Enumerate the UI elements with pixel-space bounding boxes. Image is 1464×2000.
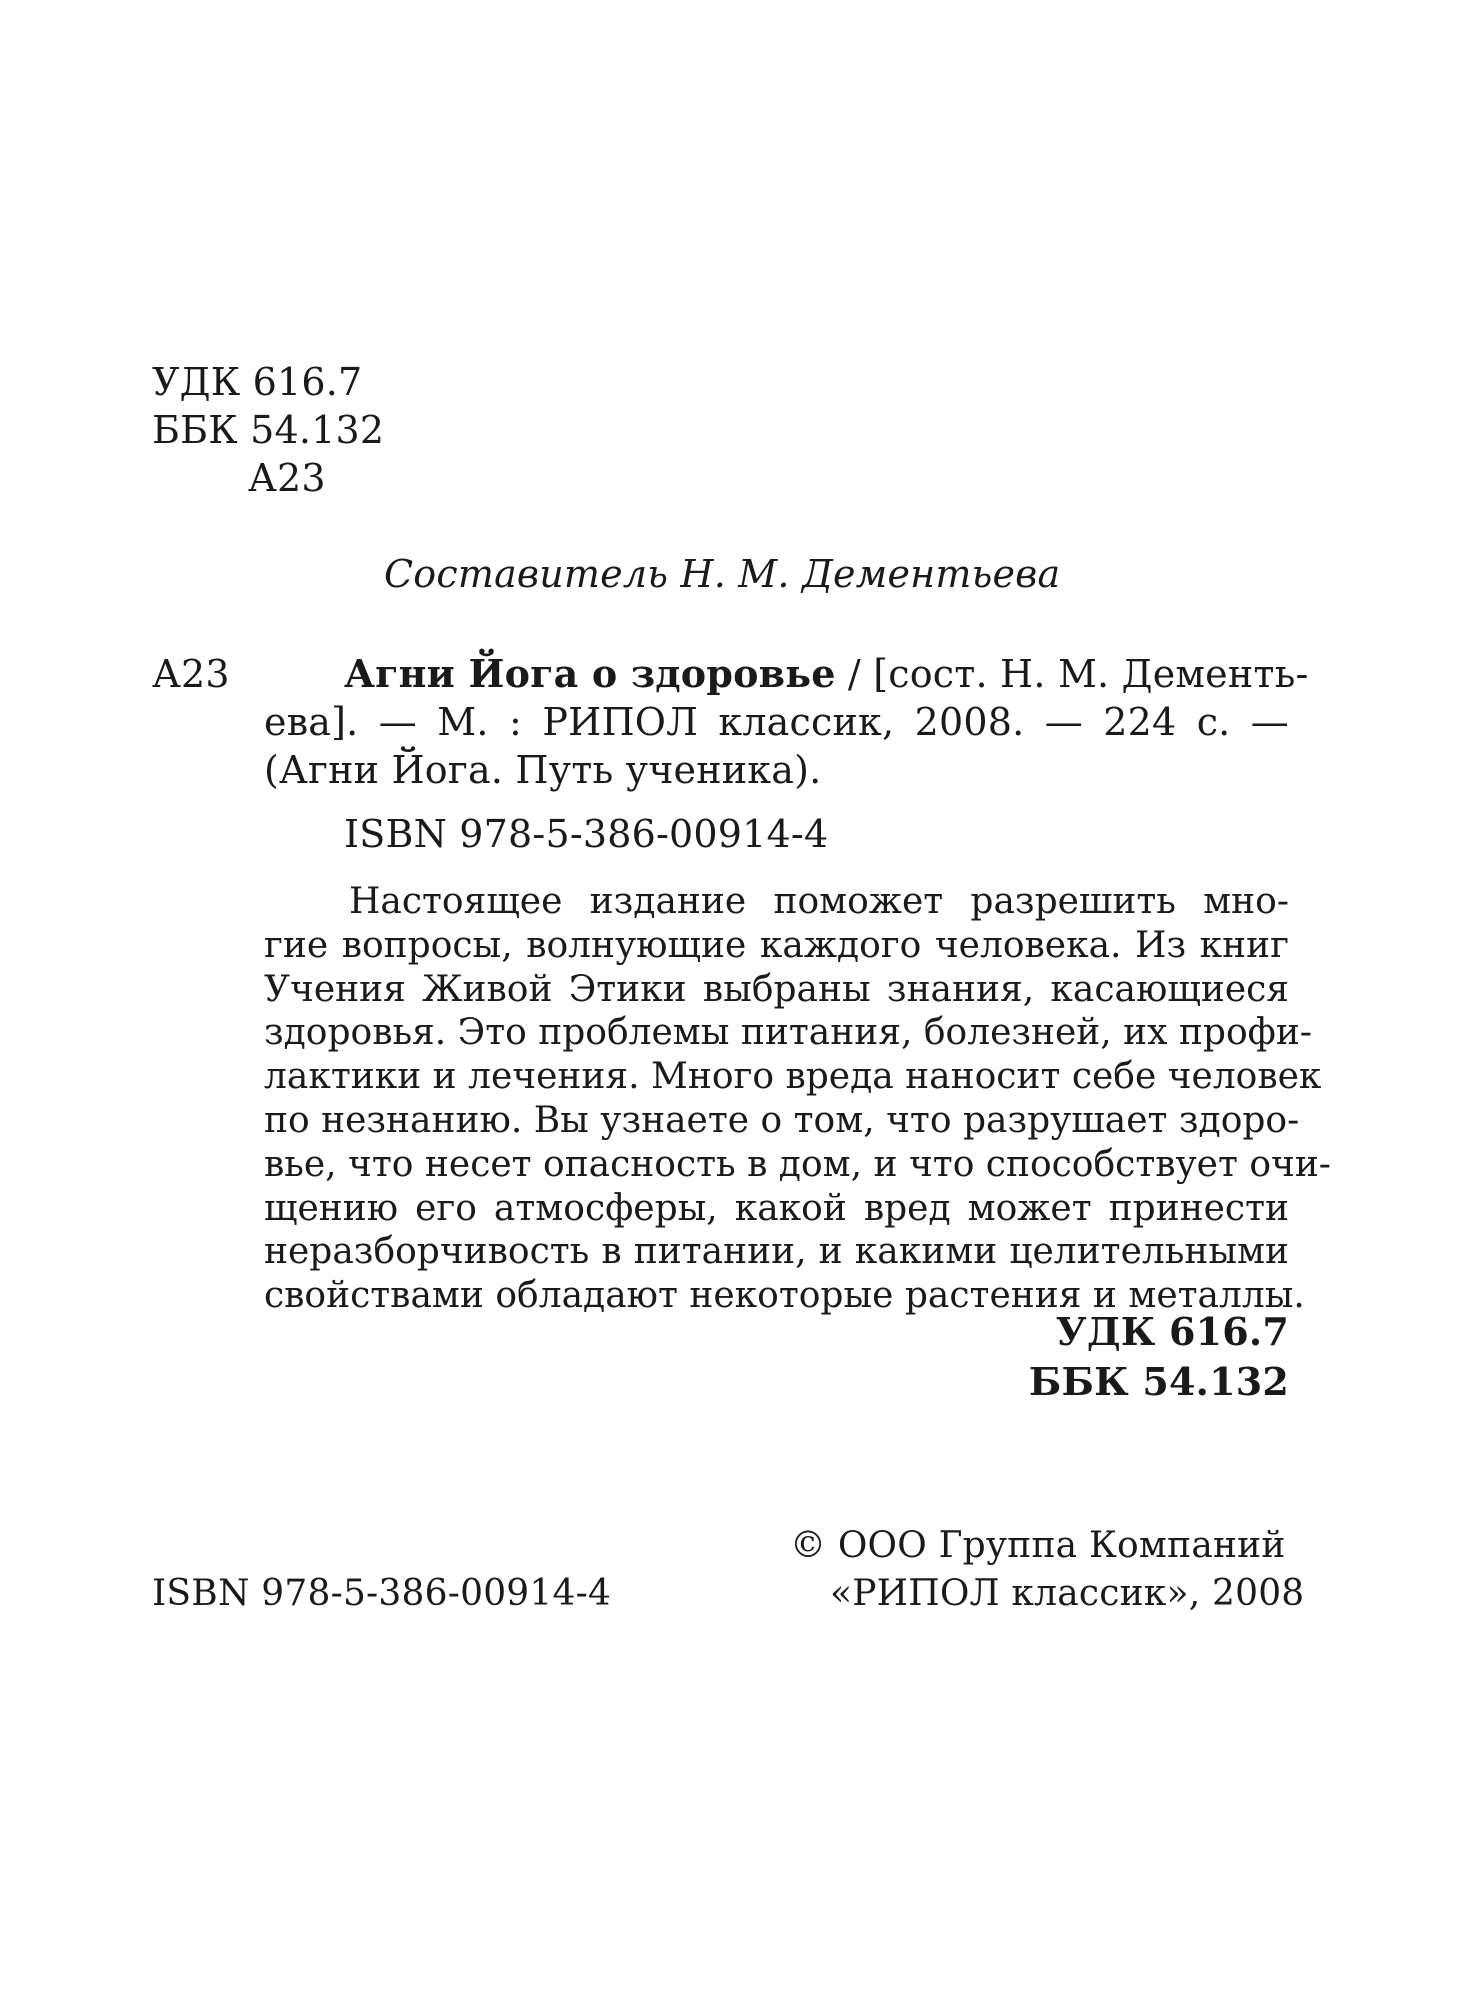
book-title: Агни Йога о здоровье	[344, 651, 836, 696]
annotation-line: по незнанию. Вы узнаете о том, что разрушает здоро-	[264, 1099, 1300, 1141]
annotation-line: здоровья. Это проблемы питания, болезней, их профи-	[264, 1012, 1312, 1054]
copyright-line-2: «РИПОЛ классик», 2008	[830, 1573, 1305, 1614]
author-sign: А23	[248, 456, 326, 500]
udk-code: УДК 616.7	[152, 360, 363, 404]
copyright-line-1: © ООО Группа Компаний	[790, 1525, 1286, 1566]
imprint-isbn: ISBN 978-5-386-00914-4	[152, 1573, 612, 1614]
record-line-3: (Агни Йога. Путь ученика).	[264, 748, 822, 792]
record-line-1	[344, 648, 1309, 700]
annotation	[264, 880, 1331, 1318]
annotation-line: Учения Живой Этики выбраны знания, касающиеся	[264, 968, 1289, 1010]
record-isbn: ISBN 978-5-386-00914-4	[344, 812, 829, 856]
annotation-line: свойствами обладают некоторые растения и металлы.	[264, 1275, 1305, 1317]
annotation-line: Настоящее издание поможет разрешить мно-	[349, 881, 1289, 922]
annotation-line: щению его атмосферы, какой вред может принести	[264, 1187, 1289, 1229]
bbk-code: ББК 54.132	[152, 408, 385, 452]
record-line-2: ева]. — М. : РИПОЛ классик, 2008. — 224 с. —	[264, 700, 1289, 744]
annotation-line: гие вопросы, волнующие каждого человека. Из книг	[264, 924, 1289, 966]
footer-bbk-code: ББК 54.132	[1028, 1359, 1289, 1404]
annotation-line: лактики и лечения. Много вреда наносит себе человек	[264, 1056, 1322, 1098]
annotation-line: вье, что несет опасность в дом, и что способствует очи-	[264, 1143, 1331, 1185]
compiler-line: Составитель Н. М. Дементьева	[384, 552, 1061, 596]
record-line-1-rest: / [сост. Н. М. Дементь-	[847, 652, 1309, 696]
annotation-line: неразборчивость в питании, и какими целительными	[264, 1231, 1289, 1273]
footer-udk-code: УДК 616.7	[1055, 1309, 1289, 1354]
record-author-sign: А23	[152, 652, 230, 696]
